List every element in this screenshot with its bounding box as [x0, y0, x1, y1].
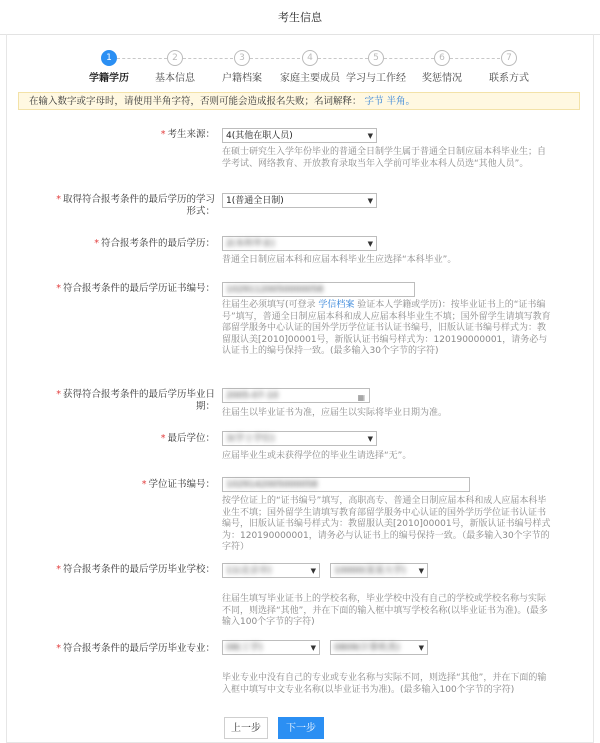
- field-label: * 符合报考条件的最后学历毕业学校：: [56, 564, 215, 575]
- step-number: 5: [368, 50, 384, 66]
- step-label: 学籍学历: [89, 73, 129, 84]
- step-number: 1: [101, 50, 117, 66]
- major-hint: 毕业专业中没有自己的专业或专业名称与实际不同，则选择“其他”，并在下面的输入框中填写中文专业名称(以毕业证书为准)。(最多输入100个字节的字符): [222, 673, 547, 695]
- xuexin-link[interactable]: 学信档案: [318, 300, 355, 310]
- step-number: 7: [501, 50, 517, 66]
- step-1[interactable]: [75, 50, 143, 84]
- step-label: 联系方式: [489, 73, 529, 84]
- step-3[interactable]: [208, 50, 276, 84]
- school-hint: 往届生填写毕业证书上的学校名称，毕业学校中没有自己的学校或学校名称与实际不同，则选择“其他”，并在下面的输入框中填写学校名称(以毕业证书为准)。(最多输入100个字节的字符): [222, 594, 548, 627]
- degree-select[interactable]: 3(学士学位) ▼: [222, 431, 377, 446]
- step-label: 户籍档案: [222, 73, 262, 84]
- dropdown-arrow-icon: ▼: [367, 197, 373, 205]
- required-mark: *: [160, 129, 166, 140]
- field-label: * 符合报考条件的最后学历毕业专业：: [56, 643, 215, 654]
- step-label: 基本信息: [155, 73, 195, 84]
- required-mark: *: [160, 433, 166, 444]
- dropdown-arrow-icon: ▼: [367, 132, 373, 140]
- field-label: * 符合报考条件的最后学历：: [94, 238, 215, 249]
- field-label: * 最后学位：: [160, 433, 215, 444]
- step-5[interactable]: [342, 50, 410, 84]
- field-label: * 取得符合报考条件的最后学历的学习形式：: [56, 194, 215, 217]
- source-select[interactable]: 4(其他在职人员) ▼: [222, 128, 377, 143]
- major-category-select[interactable]: 08(工学) ▼: [222, 640, 320, 655]
- study-form-select[interactable]: 1(普通全日制) ▼: [222, 193, 377, 208]
- grad-date-input[interactable]: 2005-07-10 ▦: [222, 388, 370, 403]
- required-mark: *: [56, 643, 61, 654]
- degree-cert-hint: 按学位证上的“证书编号”填写，高职高专、普通全日制应届本科和成人应届本科毕业生不填；国外留学生请填写教育部留学服务中心认证的国外学历学位证书认证书编号，旧版认证书编号样式为：教留服认美[2010]00001号，新版认证书编号样式为：120190000001，请务必与认证书上的编号保持一致。（最多输入30个字节的字符）: [222, 496, 551, 552]
- prev-button[interactable]: 上一步: [224, 717, 268, 739]
- step-label: 学习与工作经: [346, 73, 406, 84]
- required-mark: *: [141, 479, 147, 490]
- step-number: 3: [234, 50, 250, 66]
- grad-date-hint: 往届生以毕业证书为准，应届生以实际将毕业日期为准。: [222, 408, 448, 418]
- dropdown-arrow-icon: ▼: [367, 435, 373, 443]
- degree-hint: 应届毕业生或未获得学位的毕业生请选择“无”。: [222, 451, 412, 461]
- step-number: 4: [302, 50, 318, 66]
- required-mark: *: [56, 194, 61, 205]
- required-mark: *: [56, 389, 61, 400]
- field-label: * 符合报考条件的最后学历证书编号：: [56, 283, 215, 294]
- dropdown-arrow-icon: ▼: [310, 644, 316, 652]
- step-number: 6: [434, 50, 450, 66]
- term-link-byte[interactable]: 字节: [364, 96, 384, 107]
- dropdown-arrow-icon: ▼: [418, 567, 424, 575]
- notice-text: 在输入数字或字母时，请使用半角字符，否则可能会造成报名失败；名词解释：: [29, 96, 362, 107]
- calendar-icon[interactable]: ▦: [357, 393, 365, 402]
- required-mark: *: [94, 238, 99, 249]
- field-label: * 考生来源：: [160, 129, 215, 140]
- dropdown-arrow-icon: ▼: [367, 240, 373, 248]
- step-6[interactable]: [408, 50, 476, 84]
- school-region-select[interactable]: 11(北京市) ▼: [222, 563, 320, 578]
- step-4[interactable]: [276, 50, 344, 84]
- school-name-select[interactable]: 10000(某某大学) ▼: [330, 563, 428, 578]
- required-mark: *: [56, 283, 61, 294]
- step-label: 奖惩情况: [422, 73, 462, 84]
- degree-cert-input[interactable]: 1029142005000058: [222, 477, 470, 492]
- page-title: 考生信息: [278, 11, 322, 24]
- last-degree-hint: 普通全日制应届本科和应届本科毕业生应选择“本科毕业”。: [222, 255, 457, 265]
- dropdown-arrow-icon: ▼: [418, 644, 424, 652]
- step-7[interactable]: [475, 50, 543, 84]
- step-number: 2: [167, 50, 183, 66]
- page-header: [0, 0, 600, 35]
- cert-no-hint: 往届生必须填写(可登录 学信档案 验证本人学籍或学历)：按毕业证书上的“证书编号”填写，普通全日制应届本科和成人应届本科毕业生不填；国外留学生请填写教育部留学服务中心认证的国外学历学位证书认证书编号，旧版认证书编号样式为：教留服认美[2010]00001号，新版认证书编号样式为：120190000001，请务必与认证书上的编号保持一致。(最多输入30个字节的字符): [222, 300, 551, 356]
- field-label: * 学位证书编号：: [141, 479, 215, 490]
- major-name-select[interactable]: 0809(计算机类) ▼: [330, 640, 428, 655]
- dropdown-arrow-icon: ▼: [310, 567, 316, 575]
- cert-no-input[interactable]: 10291120050000058: [222, 282, 415, 297]
- required-mark: *: [56, 564, 61, 575]
- step-progress: [0, 50, 600, 86]
- field-label: * 获得符合报考条件的最后学历毕业日期：: [56, 389, 215, 412]
- next-button[interactable]: 下一步: [278, 717, 324, 739]
- term-link-halfwidth[interactable]: 半角。: [386, 96, 416, 107]
- step-2[interactable]: [141, 50, 209, 84]
- source-hint: 在硕士研究生入学年份毕业的普通全日制学生属于普通全日制应届本科毕业生；自学考试、网络教育、开放教育录取当年入学前可毕业本科人员选“其他人员”。: [222, 147, 547, 169]
- input-notice: [18, 92, 580, 110]
- step-label: 家庭主要成员: [280, 73, 340, 84]
- last-degree-select[interactable]: 2(本科毕业) ▼: [222, 236, 377, 251]
